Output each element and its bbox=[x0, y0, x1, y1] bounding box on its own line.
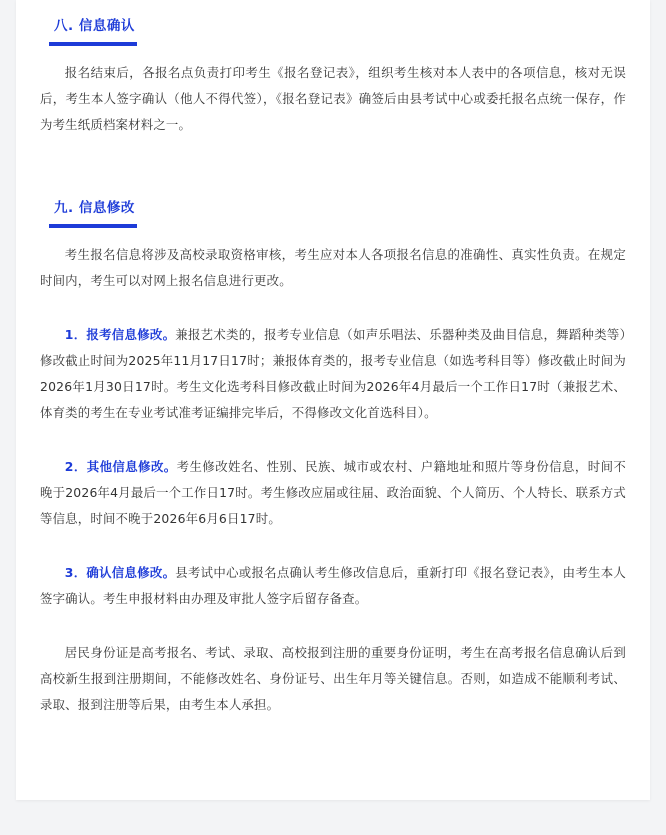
paragraph-text: 居民身份证是高考报名、考试、录取、高校报到注册的重要身份证明，考生在高考报名信息确认后到高校新生报到注册期间，不能修改姓名、身份证号、出生年月等关键信息。否则，如造成不能顺利考试、录取、报到注册等后果，由考生本人承担。 bbox=[40, 645, 626, 712]
section-title: 八. 信息确认 bbox=[54, 18, 135, 34]
paragraph-lead: 3．确认信息修改。 bbox=[64, 565, 176, 580]
paragraph-text: 兼报艺术类的，报考专业信息（如声乐唱法、乐器种类及曲目信息，舞蹈种类等）修改截止时间为2025年11月17日17时；兼报体育类的，报考专业信息（如选考科目等）修改截止时间为2026年1月30日17时。考生文化选考科目修改截止时间为2026年4月最后一个工作日17时（兼报艺术、体育类的考生在专业考试准考证编排完毕后，不得修改文化首选科目）。 bbox=[40, 327, 627, 420]
section-heading-info-confirm bbox=[40, 0, 626, 48]
paragraph-text: 报名结束后，各报名点负责打印考生《报名登记表》，组织考生核对本人表中的各项信息，核对无误后，考生本人签字确认（他人不得代签），《报名登记表》确签后由县考试中心或委托报名点统一保存，作为考生纸质档案材料之一。 bbox=[40, 65, 626, 132]
article-card bbox=[16, 0, 650, 800]
paragraph-lead: 1．报考信息修改。 bbox=[64, 327, 176, 342]
paragraph-id-card bbox=[40, 640, 626, 718]
article-content bbox=[40, 0, 626, 718]
paragraph bbox=[40, 242, 626, 294]
section-title: 九. 信息修改 bbox=[54, 200, 135, 216]
paragraph-text: 考生报名信息将涉及高校录取资格审核，考生应对本人各项报名信息的准确性、真实性负责。在规定时间内，考生可以对网上报名信息进行更改。 bbox=[40, 247, 626, 288]
paragraph-item-3 bbox=[40, 560, 626, 612]
paragraph-text: 考生修改姓名、性别、民族、城市或农村、户籍地址和照片等身份信息，时间不晚于2026年4月最后一个工作日17时。考生修改应届或往届、政治面貌、个人简历、个人特长、联系方式等信息，时间不晚于2026年6月6日17时。 bbox=[40, 459, 627, 526]
paragraph bbox=[40, 60, 626, 138]
paragraph-item-1 bbox=[40, 322, 626, 426]
heading-underline bbox=[49, 42, 137, 46]
paragraph-item-2 bbox=[40, 454, 626, 532]
paragraph-text: 县考试中心或报名点确认考生修改信息后，重新打印《报名登记表》，由考生本人签字确认。考生申报材料由办理及审批人签字后留存备查。 bbox=[40, 565, 627, 606]
paragraph-lead: 2．其他信息修改。 bbox=[64, 459, 177, 474]
heading-underline bbox=[49, 224, 137, 228]
section-heading-info-modify bbox=[40, 182, 626, 230]
